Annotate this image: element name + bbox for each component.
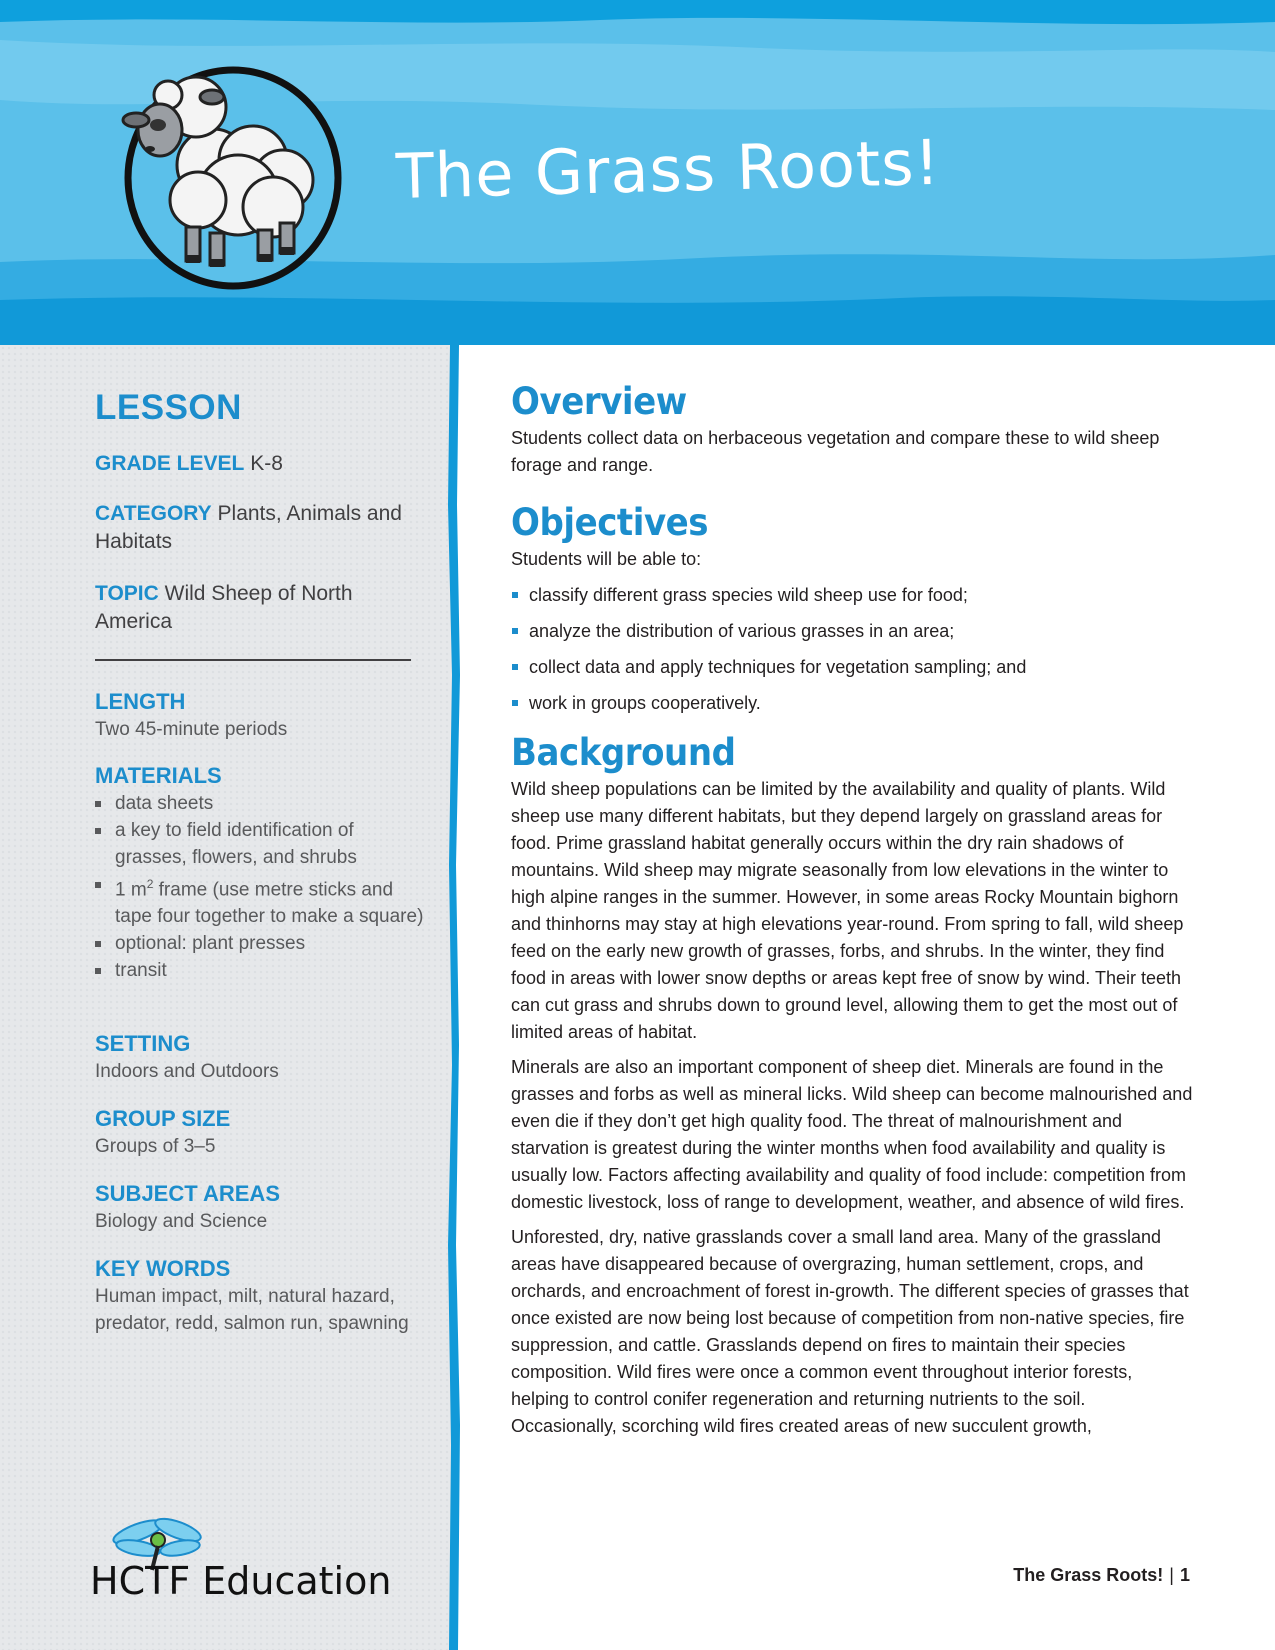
subject-areas-label: SUBJECT AREAS <box>95 1181 280 1206</box>
grade-level-label: GRADE LEVEL <box>95 452 245 475</box>
group-size-label: GROUP SIZE <box>95 1106 231 1131</box>
overview-text: Students collect data on herbaceous vegetation and compare these to wild sheep forage and range. <box>511 428 1160 475</box>
overview-heading: Overview <box>511 380 687 423</box>
materials-label: MATERIALS <box>95 763 222 788</box>
setting-label: SETTING <box>95 1031 191 1056</box>
group-size-section <box>95 1105 425 1160</box>
list-item: work in groups cooperatively. <box>511 690 1193 717</box>
keywords-label: KEY WORDS <box>95 1256 231 1281</box>
background-paragraph: Wild sheep populations can be limited by the availability and quality of plants. Wild sheep use many different habitats, but they depend largely on grassland areas for food. Prime grassland habitat generally occurs within the dry rain shadows of mountains. Wild sheep may migrate seasonally from low elevations in the winter to high alpine ranges in the summer. However, in some areas Rocky Mountain bighorn and thinhorns may stay at high elevations year-round. From spring to fall, wild sheep feed on the early new growth of grasses, forbs, and shrubs. In the winter, they find food in areas with lower snow depths or areas kept free of snow by wind. Their teeth can cut grass and shrubs down to ground level, allowing them to get the most out of limited areas of habitat. <box>511 779 1184 1042</box>
grade-level <box>95 450 425 478</box>
sheep-icon <box>108 45 358 295</box>
list-item: data sheets <box>95 790 425 817</box>
group-size-value: Groups of 3–5 <box>95 1136 216 1157</box>
sidebar-divider <box>95 659 411 661</box>
list-item: analyze the distribution of various grasses in an area; <box>511 618 1193 645</box>
hctf-education-logo <box>90 1510 392 1603</box>
frame-size: 1 m <box>115 879 147 901</box>
list-item <box>95 871 425 930</box>
footer-separator: | <box>1169 1565 1174 1585</box>
logo-text: HCTF Education <box>90 1559 392 1603</box>
grade-level-value: K-8 <box>250 452 283 475</box>
list-item: collect data and apply techniques for vegetation sampling; and <box>511 654 1193 681</box>
page-footer <box>990 1565 1190 1586</box>
frame-size-exponent: 2 <box>146 877 154 891</box>
category-value: Plants, Animals and Habitats <box>95 502 402 553</box>
length-section <box>95 688 425 743</box>
topic-value: Wild Sheep of North America <box>95 582 353 633</box>
topic-label: TOPIC <box>95 582 159 605</box>
list-item: transit <box>95 957 425 984</box>
main-content <box>511 380 1193 1440</box>
materials-section <box>95 762 425 984</box>
setting-section <box>95 1030 425 1085</box>
category-label: CATEGORY <box>95 502 212 525</box>
background-heading: Background <box>511 731 736 774</box>
keywords-section <box>95 1255 425 1337</box>
length-label: LENGTH <box>95 689 186 714</box>
background-paragraph: Minerals are also an important component of sheep diet. Minerals are found in the grasses and forbs as well as mineral licks. Wild sheep can become malnourished and even die if they don’t get high quality food. The threat of malnourishment and starvation is greatest during the winter months when food availability and quality is usually low. Factors affecting availability and quality of food include: competition from domestic livestock, loss of range to development, weather, and absence of wild fires. <box>511 1057 1193 1212</box>
subject-areas-value: Biology and Science <box>95 1211 268 1232</box>
frame-description: frame (use metre sticks and tape four together to make a square) <box>115 879 424 928</box>
page-number: 1 <box>1179 1565 1190 1585</box>
subject-areas-section <box>95 1180 425 1235</box>
list-item: optional: plant presses <box>95 930 425 957</box>
keywords-value: Human impact, milt, natural hazard, predator, redd, salmon run, spawning <box>95 1286 409 1334</box>
objectives-list <box>511 582 1193 717</box>
background-paragraph: Unforested, dry, native grasslands cover a small land area. Many of the grassland areas have disappeared because of overgrazing, human settlement, crops, and orchards, and encroachment of forest in-growth. The different species of grasses that once existed are now being lost because of competition from non-native species, fire suppression, and cattle. Grasslands depend on fires to maintain their species composition. Wild fires were once a common event throughout interior forests, helping to control conifer regeneration and returning nutrients to the soil. Occasionally, scorching wild fires created areas of new succulent growth, <box>511 1227 1189 1436</box>
footer-title: The Grass Roots! <box>1013 1565 1164 1585</box>
length-value: Two 45-minute periods <box>95 719 288 740</box>
page-title: The Grass Roots! <box>395 125 942 213</box>
list-item: classify different grass species wild sheep use for food; <box>511 582 1193 609</box>
category <box>95 500 425 556</box>
sidebar-edge-stripe <box>446 345 466 1650</box>
page-header <box>0 0 1275 345</box>
materials-list <box>95 790 425 984</box>
setting-value: Indoors and Outdoors <box>95 1061 279 1082</box>
list-item: a key to field identification of grasses, flowers, and shrubs <box>95 817 425 871</box>
lesson-heading: LESSON <box>95 388 242 427</box>
objectives-heading: Objectives <box>511 501 709 544</box>
objectives-intro: Students will be able to: <box>511 549 702 569</box>
topic <box>95 580 425 636</box>
